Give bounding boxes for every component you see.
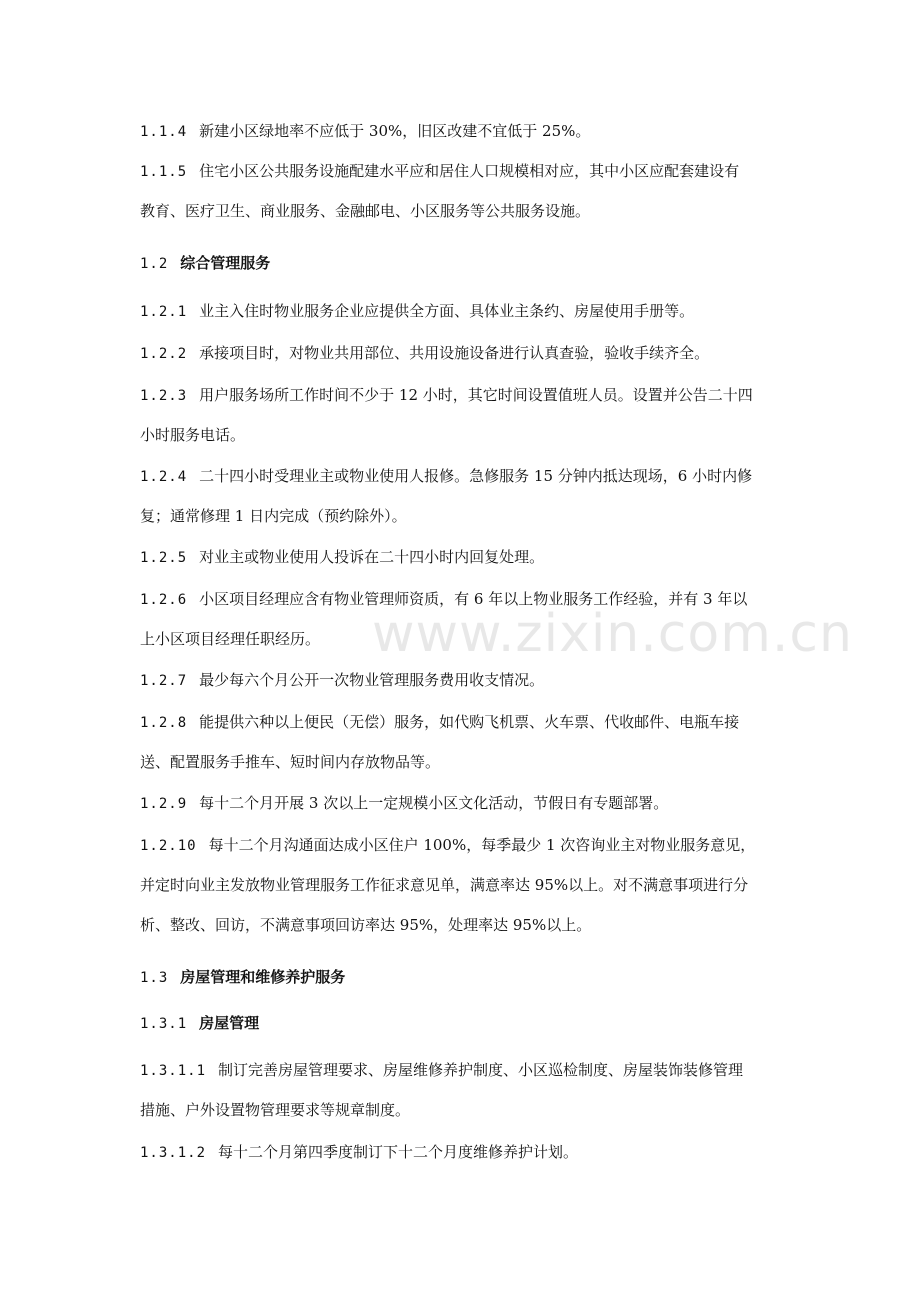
- paragraph-line: [140, 343, 800, 364]
- clause-text: 小区项目经理应含有物业管理师资质，有 6 年以上物业服务工作经验，并有 3 年以: [199, 590, 748, 608]
- paragraph-line: [140, 752, 800, 772]
- section-heading-line: [140, 1013, 800, 1034]
- clause-number: 1.3.1.2: [140, 1145, 207, 1161]
- clause-number: 1.3: [140, 970, 169, 986]
- clause-number: 1.2.3: [140, 388, 188, 404]
- clause-text: 教育、医疗卫生、商业服务、金融邮电、小区服务等公共服务设施。: [140, 202, 591, 220]
- clause-text: 能提供六种以上便民（无偿）服务，如代购飞机票、火车票、代收邮件、电瓶车接: [199, 713, 740, 731]
- paragraph-line: [140, 915, 800, 935]
- clause-number: 1.1.4: [140, 124, 188, 140]
- paragraph-line: [140, 793, 800, 814]
- clause-number: 1.2.6: [140, 592, 188, 608]
- clause-text: 析、整改、回访，不满意事项回访率达 95%，处理率达 95%以上。: [140, 916, 592, 934]
- paragraph-line: [140, 1142, 800, 1163]
- clause-number: 1.2.2: [140, 346, 188, 362]
- heading-text: 综合管理服务: [180, 254, 271, 272]
- clause-text: 小时服务电话。: [140, 426, 246, 444]
- clause-number: 1.1.5: [140, 164, 188, 180]
- clause-text: 复；通常修理 1 日内完成（预约除外）。: [140, 507, 407, 525]
- clause-text: 二十四小时受理业主或物业使用人报修。急修服务 15 分钟内抵达现场，6 小时内修: [199, 467, 753, 485]
- clause-text: 业主入住时物业服务企业应提供全方面、具体业主条约、房屋使用手册等。: [199, 302, 695, 320]
- clause-text: 每十二个月沟通面达成小区住户 100%，每季最少 1 次咨询业主对物业服务意见，: [208, 836, 756, 854]
- clause-number: 1.2.4: [140, 469, 188, 485]
- paragraph-line: [140, 875, 800, 895]
- clause-number: 1.3.1.1: [140, 1063, 207, 1079]
- clause-text: 最少每六个月公开一次物业管理服务费用收支情况。: [199, 671, 545, 689]
- paragraph-line: [140, 506, 800, 526]
- clause-number: 1.2.9: [140, 796, 188, 812]
- heading-text: 房屋管理: [199, 1014, 260, 1032]
- paragraph-line: [140, 466, 800, 487]
- clause-text: 用户服务场所工作时间不少于 12 小时，其它时间设置值班人员。设置并公告二十四: [199, 386, 753, 404]
- clause-text: 住宅小区公共服务设施配建水平应和居住人口规模相对应，其中小区应配套建设有: [199, 162, 740, 180]
- clause-text: 制订完善房屋管理要求、房屋维修养护制度、小区巡检制度、房屋装饰装修管理: [218, 1061, 744, 1079]
- paragraph-line: [140, 1060, 800, 1081]
- paragraph-line: [140, 161, 800, 182]
- paragraph-line: [140, 670, 800, 691]
- heading-text: 房屋管理和维修养护服务: [180, 968, 346, 986]
- clause-number: 1.3.1: [140, 1016, 188, 1032]
- clause-number: 1.2: [140, 256, 169, 272]
- clause-text: 措施、户外设置物管理要求等规章制度。: [140, 1101, 411, 1119]
- clause-text: 新建小区绿地率不应低于 30%，旧区改建不宜低于 25%。: [199, 122, 591, 140]
- clause-text: 每十二个月开展 3 次以上一定规模小区文化活动，节假日有专题部署。: [199, 794, 669, 812]
- clause-number: 1.2.8: [140, 715, 188, 731]
- clause-text: 并定时向业主发放物业管理服务工作征求意见单，满意率达 95%以上。对不满意事项进行分: [140, 876, 749, 894]
- clause-text: 承接项目时，对物业共用部位、共用设施设备进行认真查验，验收手续齐全。: [199, 344, 710, 362]
- paragraph-line: [140, 835, 800, 856]
- watermark: www.zixin.com.cn: [372, 604, 853, 664]
- clause-text: 每十二个月第四季度制订下十二个月度维修养护计划。: [218, 1143, 579, 1161]
- clause-number: 1.2.10: [140, 838, 197, 854]
- paragraph-line: [140, 425, 800, 445]
- clause-text: 对业主或物业使用人投诉在二十四小时内回复处理。: [199, 548, 545, 566]
- section-heading-line: [140, 967, 800, 988]
- paragraph-line: [140, 1100, 800, 1120]
- paragraph-line: [140, 121, 800, 142]
- paragraph-line: [140, 201, 800, 221]
- paragraph-line: [140, 712, 800, 733]
- clause-number: 1.2.1: [140, 304, 188, 320]
- paragraph-line: [140, 547, 800, 568]
- section-heading-line: [140, 253, 800, 274]
- paragraph-line: [140, 385, 800, 406]
- paragraph-line: [140, 301, 800, 322]
- clause-number: 1.2.5: [140, 550, 188, 566]
- clause-text: 上小区项目经理任职经历。: [140, 630, 321, 648]
- clause-text: 送、配置服务手推车、短时间内存放物品等。: [140, 753, 441, 771]
- clause-number: 1.2.7: [140, 673, 188, 689]
